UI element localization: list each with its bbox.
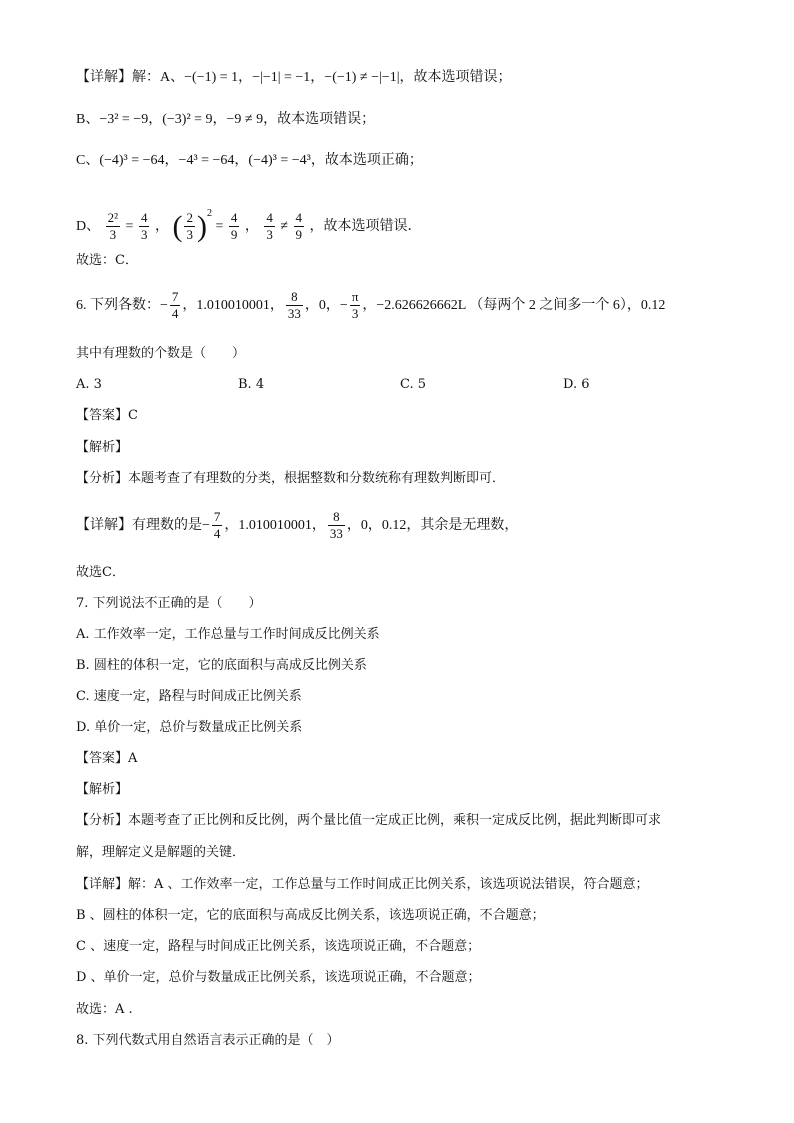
- fraction-numerator: 4: [295, 210, 303, 226]
- q6-prefix: 6. 下列各数：−: [76, 298, 168, 313]
- q6-option-d: D. 6: [563, 377, 590, 392]
- fraction-numerator: 8: [328, 509, 345, 526]
- q7-option-d: D. 单价一定，总价与数量成正比例关系: [76, 720, 303, 735]
- q7-analysis: 【解析】: [76, 782, 129, 797]
- q6-answer: 【答案】C: [76, 408, 138, 423]
- fraction: [350, 289, 361, 322]
- q6-option-c: C. 5: [400, 377, 427, 392]
- fraction-numerator: 2²: [107, 210, 119, 226]
- fraction-numerator: 4: [140, 210, 148, 226]
- q5-detail-c: C、(−4)³ = −64，−4³ = −64，(−4)³ = −4³，故本选项正确；: [76, 153, 423, 168]
- fraction-denominator: 3: [266, 227, 273, 243]
- q7-choice: 故选：A .: [76, 1002, 133, 1017]
- q7-detail-a: 【详解】解：A 、工作效率一定，工作总量与工作时间成正比例关系，该选项说法错误，符合题意；: [76, 877, 649, 892]
- equals: =: [215, 219, 224, 234]
- fraction: [229, 210, 240, 243]
- fraction-numerator: π: [351, 289, 359, 305]
- q8-stem: 8. 下列代数式用自然语言表示正确的是（ ）: [76, 1033, 340, 1048]
- fraction-denominator: 4: [213, 526, 221, 542]
- q7-option-c: C. 速度一定，路程与时间成正比例关系: [76, 689, 302, 704]
- fraction-numerator: 2: [186, 210, 193, 226]
- fraction-denominator: 3: [140, 227, 148, 243]
- detail-label: 【详解】: [76, 70, 132, 85]
- q6-option-b: B. 4: [238, 377, 265, 392]
- fraction-numerator: 4: [266, 210, 273, 226]
- fraction: [328, 509, 345, 542]
- fraction: [286, 289, 303, 322]
- q7-option-b: B. 圆柱的体积一定，它的底面积与高成反比例关系: [76, 658, 367, 673]
- right-paren: ): [196, 209, 207, 243]
- fraction-numerator: 7: [171, 289, 179, 305]
- fraction: [212, 509, 223, 542]
- q6-tail: ，−2.626626662L （每两个 2 之间多一个 6），0.12: [362, 298, 666, 313]
- q6-stem-line2: 其中有理数的个数是（ ）: [76, 346, 246, 361]
- fraction-denominator: 3: [351, 306, 359, 322]
- q5-choice: 故选：C．: [76, 253, 138, 268]
- q7-fenxi-1: 【分析】本题考查了正比例和反比例，两个量比值一定成正比例，乘积一定成反比例，据此判断即可求: [76, 813, 662, 828]
- fraction-denominator: 4: [171, 306, 179, 322]
- fraction-denominator: 3: [186, 227, 193, 243]
- fraction-denominator: 33: [329, 526, 343, 542]
- q7-detail-b: B 、圆柱的体积一定，它的底面积与高成反比例关系，该选项说正确，不合题意；: [76, 908, 545, 923]
- q6-mid1: ，1.010010001，: [182, 298, 284, 313]
- equals: =: [125, 219, 134, 234]
- fraction-denominator: 9: [295, 227, 303, 243]
- q6-choice: 故选C．: [76, 565, 125, 580]
- q5-detail-b: B、−3² = −9，(−3)² = 9，−9 ≠ 9，故本选项错误；: [76, 112, 376, 127]
- q5-detail-d: [76, 194, 422, 247]
- comma: ，: [154, 219, 169, 234]
- fraction: [294, 210, 305, 243]
- fraction-numerator: 8: [286, 289, 303, 306]
- d-prefix: D、: [76, 219, 101, 234]
- comma: ，: [244, 219, 259, 234]
- q7-stem: 7. 下列说法不正确的是（ ）: [76, 596, 262, 611]
- left-paren: (: [172, 209, 183, 243]
- fraction: [264, 210, 275, 243]
- q6-detail-prefix: 【详解】有理数的是−: [76, 518, 210, 533]
- q6-analysis: 【解析】: [76, 440, 129, 455]
- q7-fenxi-2: 解，理解定义是解题的关键．: [76, 845, 246, 860]
- fraction: [170, 289, 181, 322]
- q7-answer: 【答案】A: [76, 751, 138, 766]
- q7-detail-c: C 、速度一定，路程与时间成正比例关系，该选项说正确，不合题意；: [76, 939, 481, 954]
- fraction-denominator: 9: [230, 227, 238, 243]
- fraction-numerator: 7: [213, 509, 221, 525]
- not-equal: ≠: [280, 219, 289, 234]
- fraction-numerator: 4: [230, 210, 238, 226]
- q6-detail-tail: ，0，0.12，其余是无理数，: [346, 518, 519, 533]
- fraction-denominator: 33: [287, 306, 301, 322]
- q7-detail-d: D 、单价一定，总价与数量成正比例关系，该选项说正确，不合题意；: [76, 970, 481, 985]
- q5-a-text: 解：A、−(−1) = 1，−|−1| = −1，−(−1) ≠ −|−1|，故本选项错误；: [132, 70, 512, 85]
- fraction: [184, 210, 195, 243]
- q6-mid2: ，0，−: [304, 298, 348, 313]
- q6-fenxi: 【分析】本题考查了有理数的分类，根据整数和分数统称有理数判断即可．: [76, 471, 506, 486]
- fraction: [106, 210, 120, 243]
- q6-option-a: A. 3: [76, 377, 102, 392]
- d-suffix: ，故本选项错误．: [309, 219, 422, 234]
- q6-stem: [76, 286, 665, 326]
- exponent: 2: [206, 208, 212, 219]
- q6-detail: [76, 506, 518, 546]
- q6-detail-mid: ，1.010010001，: [224, 518, 326, 533]
- q7-option-a: A. 工作效率一定，工作总量与工作时间成反比例关系: [76, 627, 380, 642]
- fraction-denominator: 3: [109, 227, 117, 243]
- fraction: [139, 210, 150, 243]
- q5-detail-a: [76, 70, 512, 86]
